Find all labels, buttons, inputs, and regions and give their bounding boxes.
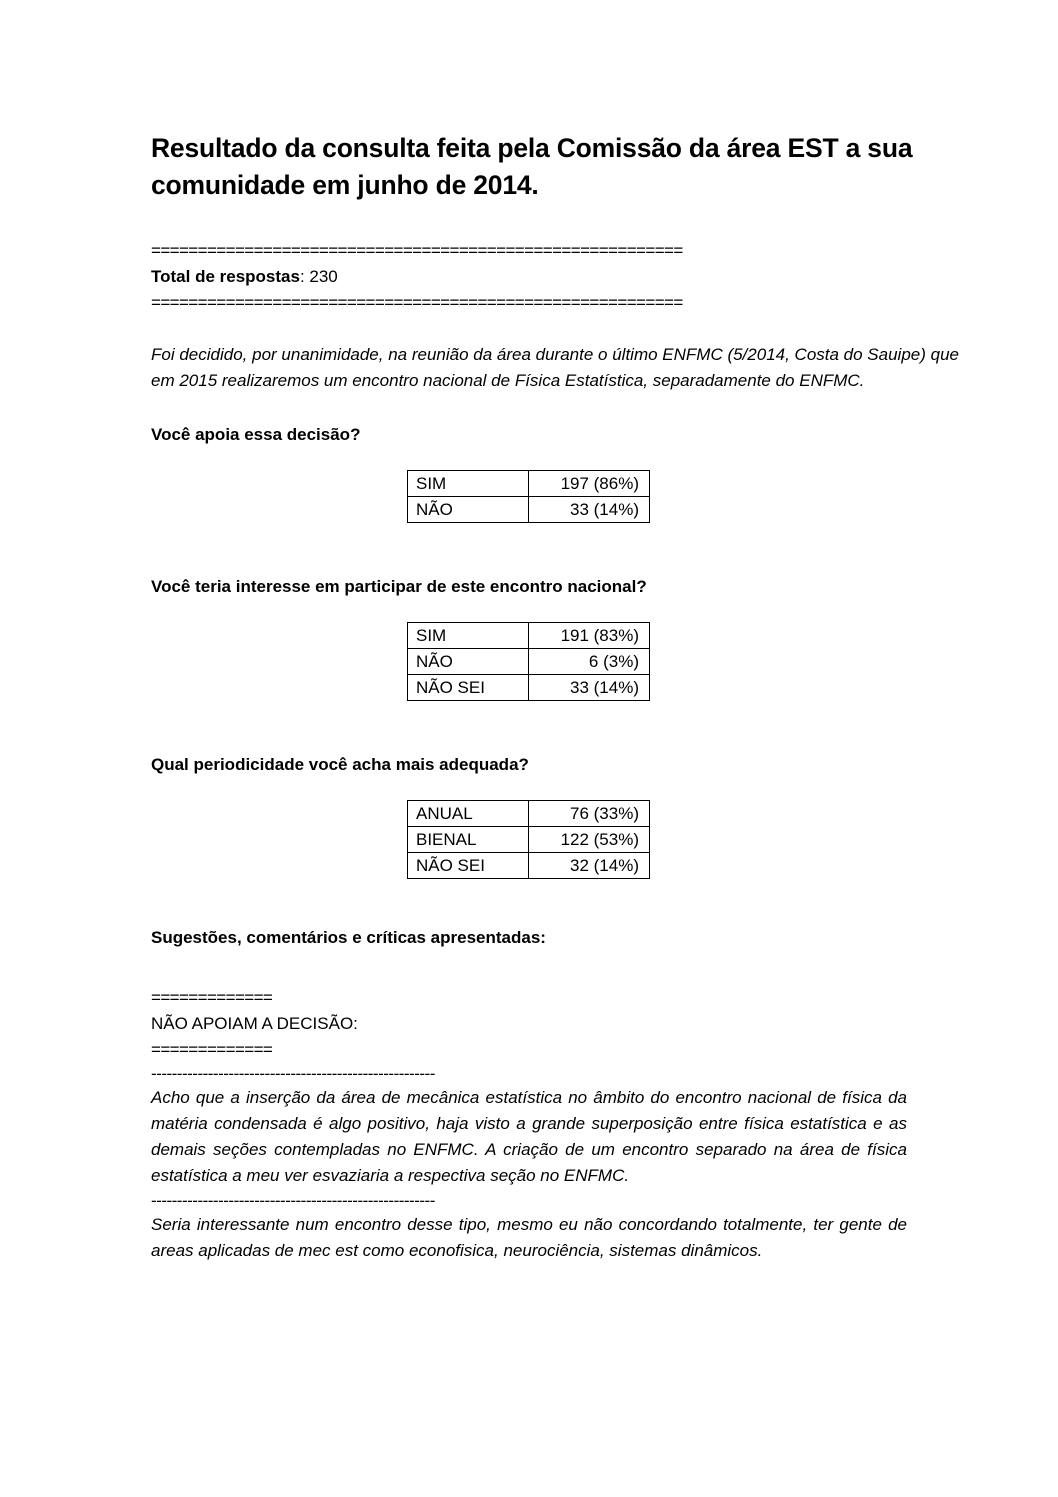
comment-2: Seria interessante num encontro desse tipo, mesmo eu não concordando totalmente, ter gente de areas aplicadas de mec est como econofisica, neurociência, sistemas dinâmicos.: [151, 1214, 907, 1261]
table-row: [408, 622, 650, 648]
results-table-3: [407, 800, 650, 879]
row-label: SIM: [408, 470, 529, 496]
row-value: 191 (83%): [529, 622, 650, 648]
row-label: ANUAL: [408, 800, 529, 826]
results-table-2: [407, 622, 650, 701]
table-row: [408, 470, 650, 496]
table-row: [408, 648, 650, 674]
section-separator-bottom: =============: [151, 1039, 273, 1059]
total-responses: [151, 264, 966, 290]
separator-bottom: =========================================================: [151, 293, 683, 312]
row-value: 197 (86%): [529, 470, 650, 496]
comment-divider: -------------------------------------------------------: [151, 1063, 435, 1083]
row-value: 33 (14%): [529, 496, 650, 522]
row-label: SIM: [408, 622, 529, 648]
table-row: [408, 800, 650, 826]
question-1: Você apoia essa decisão?: [151, 424, 361, 444]
row-label: NÃO: [408, 496, 529, 522]
page-title: Resultado da consulta feita pela Comissão da área EST a sua comunidade em junho de 2014.: [151, 133, 913, 200]
table-row: [408, 674, 650, 700]
question-2: Você teria interesse em participar de este encontro nacional?: [151, 576, 647, 596]
row-label: BIENAL: [408, 826, 529, 852]
row-label: NÃO SEI: [408, 852, 529, 878]
row-value: 122 (53%): [529, 826, 650, 852]
document-page: [151, 130, 966, 1264]
total-value: : 230: [299, 267, 338, 286]
row-value: 32 (14%): [529, 852, 650, 878]
section-separator-top: =============: [151, 987, 273, 1007]
separator-top: =========================================================: [151, 241, 683, 260]
row-label: NÃO: [408, 648, 529, 674]
intro-paragraph: Foi decidido, por unanimidade, na reunião da área durante o último ENFMC (5/2014, Costa do Sauipe) que em 2015 realizaremos um encontro nacional de Física Estatística, separadamente do ENFMC.: [151, 345, 959, 391]
suggestions-heading: Sugestões, comentários e críticas apresentadas:: [151, 927, 546, 947]
table-row: [408, 852, 650, 878]
section-label: NÃO APOIAM A DECISÃO:: [151, 1013, 358, 1033]
table-row: [408, 826, 650, 852]
row-value: 33 (14%): [529, 674, 650, 700]
total-label: Total de respostas: [151, 267, 300, 286]
table-row: [408, 496, 650, 522]
comment-divider: -------------------------------------------------------: [151, 1190, 435, 1210]
row-value: 6 (3%): [529, 648, 650, 674]
row-value: 76 (33%): [529, 800, 650, 826]
comment-1: Acho que a inserção da área de mecânica estatística no âmbito do encontro nacional de física da matéria condensada é algo positivo, haja visto a grande superposição entre física estatística e as demais seções contempladas no ENFMC. A criação de um encontro separado na área de física estatística a meu ver esvaziaria a respectiva seção no ENFMC.: [151, 1087, 907, 1186]
results-table-1: [407, 470, 650, 523]
question-3: Qual periodicidade você acha mais adequada?: [151, 754, 529, 774]
row-label: NÃO SEI: [408, 674, 529, 700]
